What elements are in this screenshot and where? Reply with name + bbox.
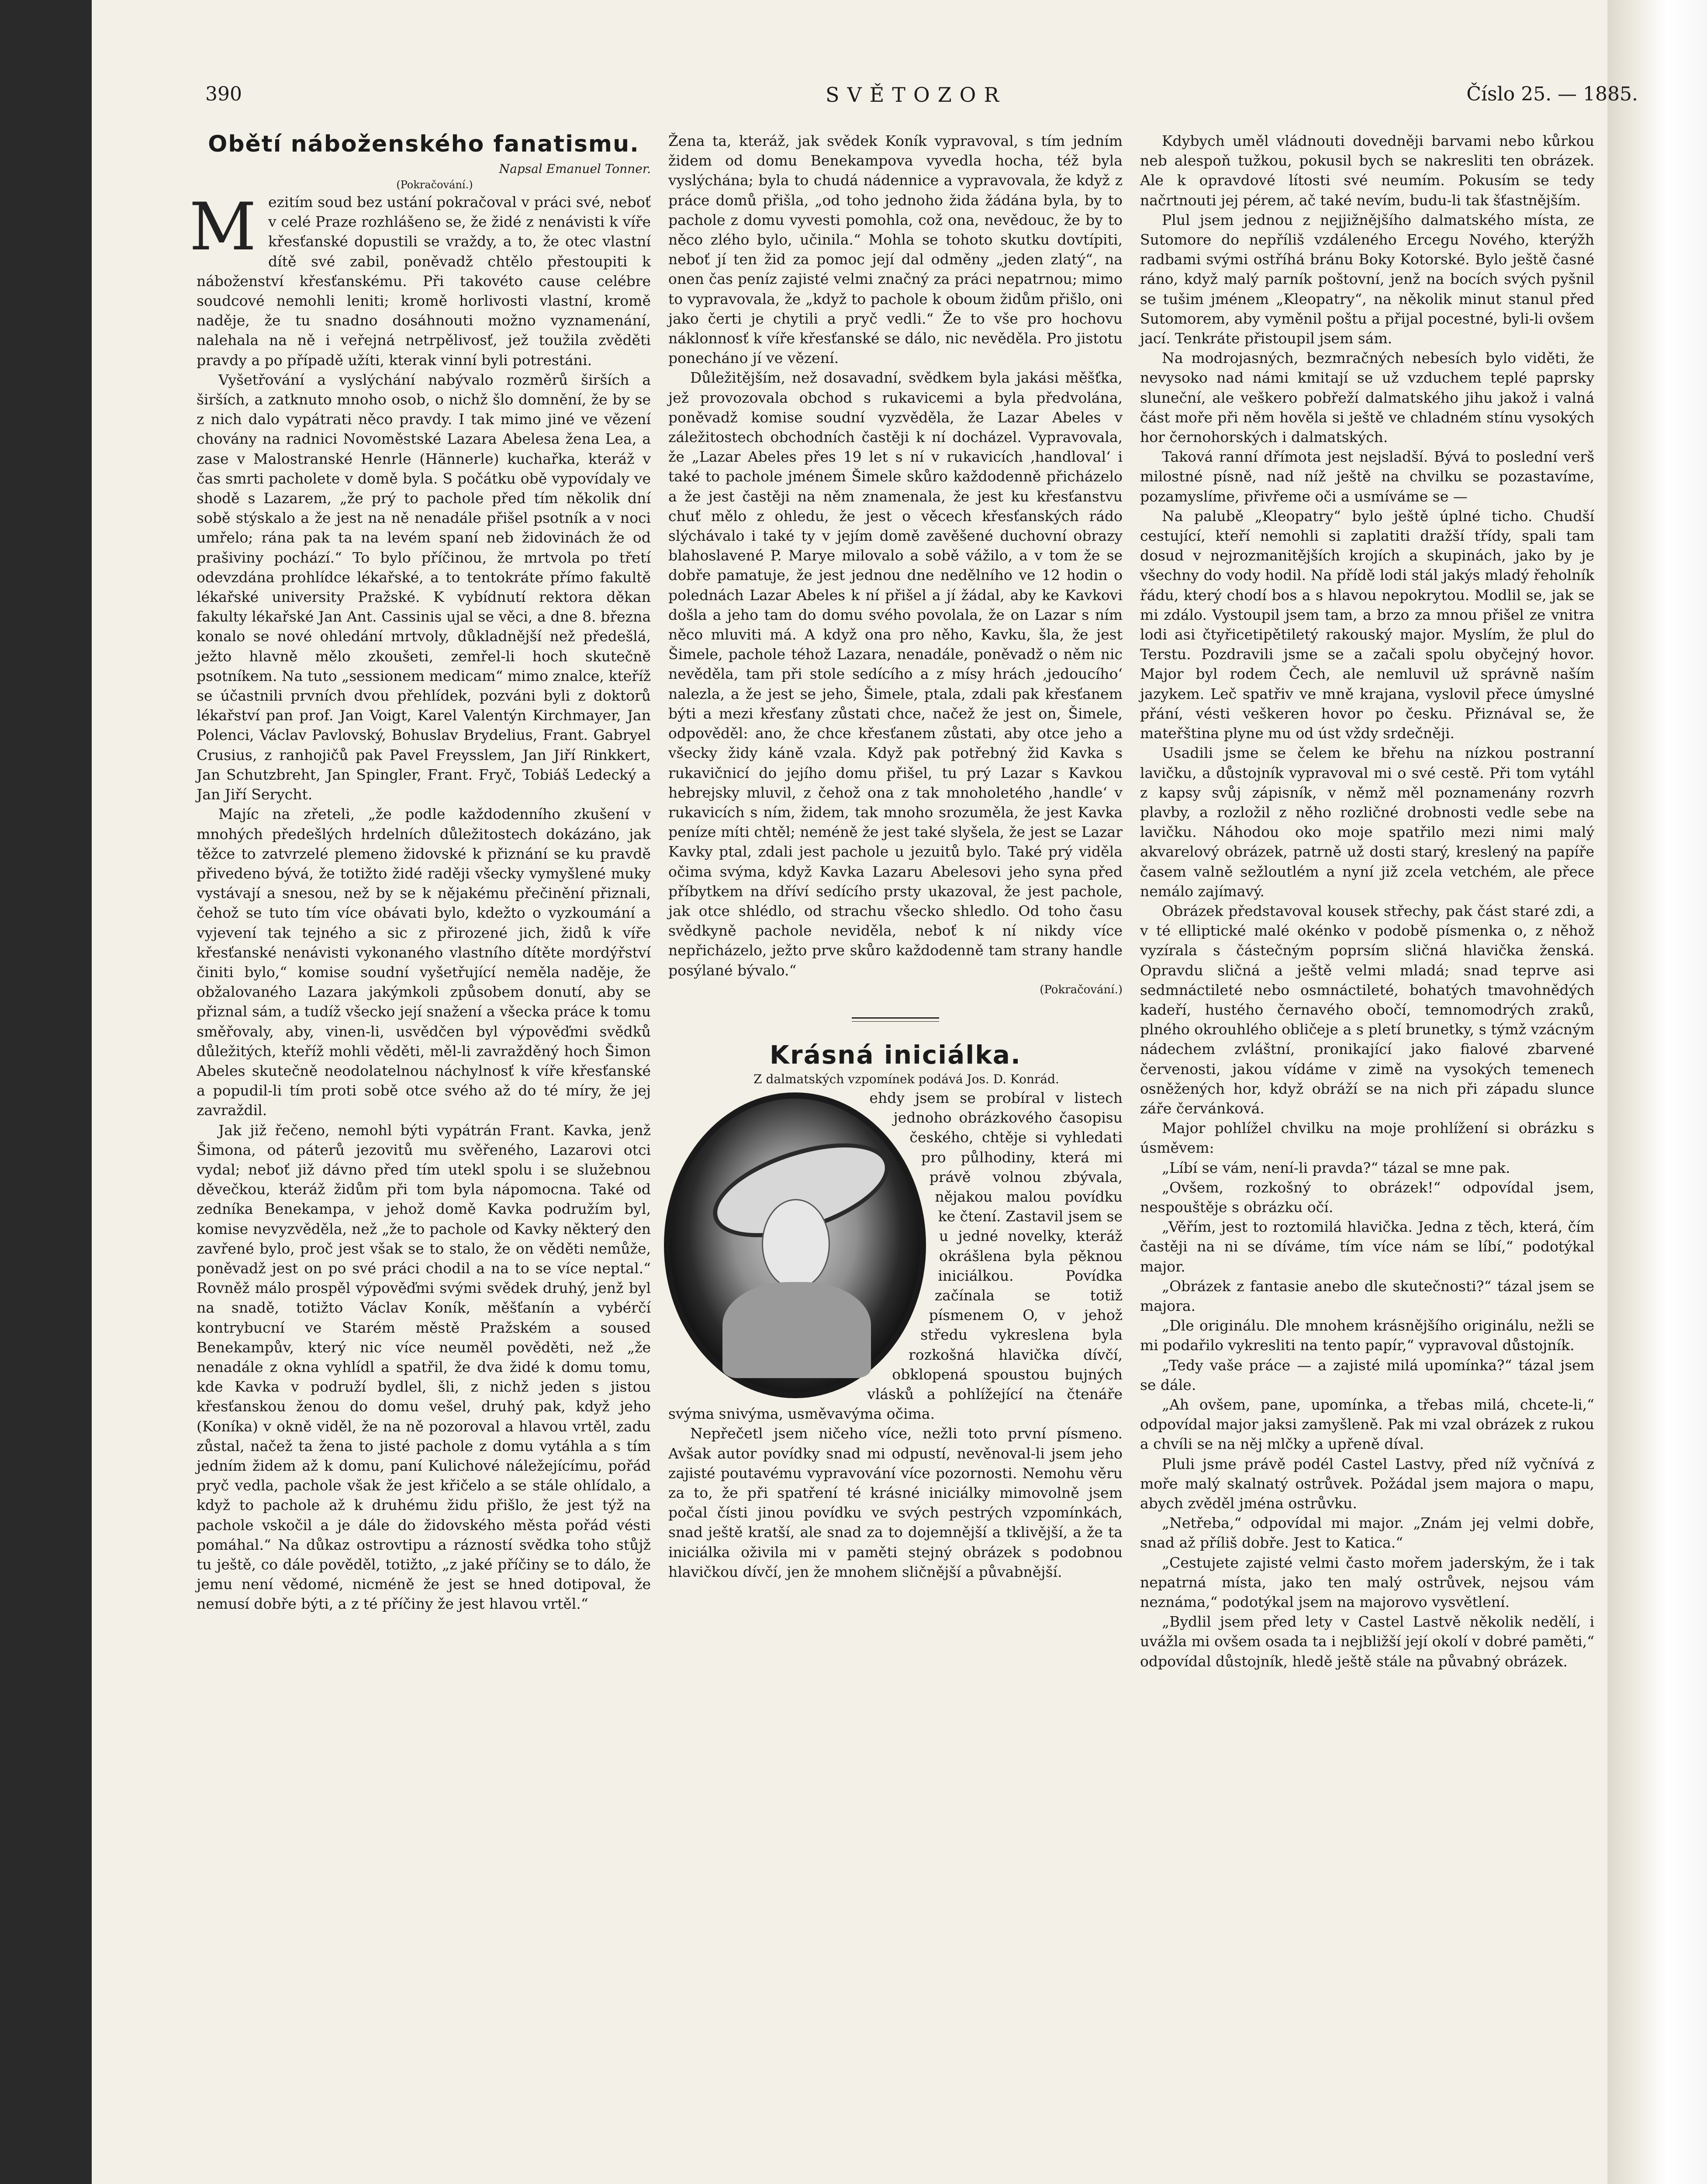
- paragraph: Plul jsem jednou z nejjižnějšího dalmatského místa, ze Sutomore do nepříliš vzdáleného Ercegu Nového, kterýžh radbami svými ostříhá bránu Boky Kotorské. Bylo ještě časné ráno, když malý parník poštovní, jenž na bocích svých pyšnil se tušim jménem „Kleopatry“, na několik minut stanul před Sutomorem, aby vyměnil poštu a přijal pocestné, byli-li ovšem jací. Tenkráte přistoupil jsem sám.: [1140, 211, 1594, 347]
- ornamental-initial: M: [189, 189, 256, 265]
- shoulder-shape: [722, 1282, 871, 1378]
- section-divider: [852, 1017, 939, 1022]
- masthead: SVĚTOZOR: [826, 83, 1007, 107]
- paragraph: Pluli jsme právě podél Castel Lastvy, před níž vyčnívá z moře malý skalnatý ostrůvek. Požádal jsem majora o mapu, abych zvěděl jména ostrůvku.: [1140, 1455, 1594, 1512]
- paragraph: „Netřeba,“ odpovídal mi major. „Znám jej velmi dobře, snad až příliš dobře. Jest to Katica.“: [1140, 1514, 1594, 1552]
- paragraph: ehdy jsem se probíral v listech jednoho obrázkového časopisu českého, chtěje si vyhledati pro půlhodiny, která mi právě volnou zbývala, nějakou malou povídku ke čtení. Zastavil jsem se u jedné novelky, kteráž okrášlena byla pěknou iniciálkou. Povídka začínala se totiž písmenem O, v jehož středu vykreslena byla rozkošná hlavička dívčí, obklopená spoustou bujných vlásků a pohlížející na čtenáře svýma snivýma, usměvavýma očima.: [668, 1089, 1123, 1423]
- issue-number: Číslo 25. — 1885.: [1466, 83, 1638, 105]
- face-shape: [762, 1199, 830, 1289]
- paragraph: „Líbí se vám, není-li pravda?“ tázal se mne pak.: [1162, 1159, 1510, 1176]
- page-header: [205, 83, 1647, 114]
- paragraph: ezitím soud bez ustání pokračoval v práci své, neboť v celé Praze rozhlášeno se, že židé z nenávisti k víře křesťanské dopustili se vraždy, a to, že otec vlastní dítě své zabil, poněvadž chtělo přestoupiti k náboženství křesťanskému. Při takovéto cause celébre soudcové nemohli leniti; kromě horlivosti vlastní, kromě naděje, že tu snadno dosáhnouti možno vyznamenání, nalehala na ně i veřejná netrpělivosť, jež toužila zvěděti pravdy a po případě užíti, kterak vinní byli potrestáni.: [197, 194, 651, 369]
- paragraph: Důležitějším, než dosavadní, svědkem byla jakási měšťka, jež provozovala obchod s rukavicemi a byla předvolána, poněvadž komise soudní vyzvěděla, že Lazar Abeles v záležitostech obchodních častěji k ní docházel. Vypravovala, že „Lazar Abeles přes 19 let s ní v rukavicích ‚handloval‘ i také to pachole jménem Šimele skůro každodenně přicházelo a že jest častěji na něm znamenala, že jest ku křesťanstvu chuť mělo z ohledu, že jest o věcech křesťanských rádo slýchávalo i také ty v jejím domě zavěšené duchovní obrazy blahoslavené P. Marye milovalo a sobě vážilo, a v tom že se dobře pamatuje, že jest jednou dne nedělního ve 12 hodin o polednách Lazar Abeles k ní přišel a jí žádal, aby ke Kavkovi došla a jeho tam do domu svého povolala, že on Lazar s ním něco mluviti má. A když ona pro něho, Kavku, šla, že jest Šimele, pachole téhož Lazara, nenadále, poněvadž o něm nic nevěděla, tam při stole sedícího a z mísy hrách ‚jedoucího‘ nalezla, a že jest se jeho, Šimele, ptala, zdali pak křesťanem býti a mezi křesťany zůstati chce, načež že jest on, Šimele, odpověděl: ano, že chce křesťanem zůstati, aby otce jeho a všecky židy káně vzala. Když pak potřebný žid Kavka s rukavičnicí do jejího domu přišel, tu prý Lazar s Kavkou hebrejsky mluvil, z čehož ona z tak mnoholetého ‚handle‘ v rukavicích s ním, židem, tak mnoho srozuměla, že jest Kavka peníze míti chtěl; neméně že jest také slyšela, že jest se Lazar Kavky ptal, zdali jest pachole u jezuitů bylo. Také prý viděla očima svýma, když Kavka Lazaru Abelesovi jeho syna před příbytkem na dříví sedícího prsty ukazoval, že jest pachole, jak otce shlédlo, od strachu všecko shledlo. Od toho času svědkyně pachole neviděla, neboť k ní nikdy více nepřicházelo, ježto prve skůro každodenně tam strany handle posýlané bývalo.“: [668, 369, 1123, 979]
- paragraph: „Dle originálu. Dle mnohem krásnějšího originálu, nežli se mi podařilo vykresliti na tento papír,“ vypravoval důstojník.: [1140, 1317, 1594, 1354]
- paragraph: Na palubě „Kleopatry“ bylo ještě úplné ticho. Chudší cestující, kteří nemohli si zaplatiti dražší třídy, spali tam dosud v nejrozmanitějších krojích a skupinách, jako by je všechny do vody hodil. Na přídě lodi stál jakýs mladý řeholník řádu, který chodí bos a s hlavou nepokrytou. Modlil se, jak se mi zdálo. Vystoupil jsem tam, a brzo za mnou přišel ze vnitra lodi asi čtyřicetipětiletý rakouský major. Myslím, že plul do Terstu. Pozdravili jsme se a začali spolu obyčejný hovor. Major byl rodem Čech, ale nemluvil už správně naším jazykem. Leč spatřiv ve mně krajana, vyslovil přece úmyslné přání, vésti veškeren hovor po česku. Přiznával se, že mateřština plyne mu od úst vždy srdečněji.: [1140, 507, 1594, 742]
- page-number: 390: [205, 83, 242, 105]
- paragraph: Major pohlížel chvilku na moje prohlížení si obrázku s úsměvem:: [1140, 1120, 1594, 1157]
- column-2: [668, 131, 1123, 1582]
- paragraph: Na modrojasných, bezmračných nebesích bylo viděti, že nevysoko nad námi kmitají se už vzduchem teplé paprsky sluneční, ale veškero pobřeží dalmatského jihu jakož i valná část moře při něm hověla si ještě ve chladném stínu vysokých hor černohorských i dalmatských.: [1140, 349, 1594, 446]
- paragraph: Kdybych uměl vládnouti dovedněji barvami nebo kůrkou neb alespoň tužkou, pokusil bych se nakresliti ten obrázek. Ale k opravdové lítosti své neumím. Pokusím se tedy načrtnouti jej pérem, ač také nevím, budu-li tak šťastnějším.: [1140, 132, 1594, 209]
- paragraph: „Obrázek z fantasie anebo dle skutečnosti?“ tázal jsem se majora.: [1140, 1277, 1594, 1314]
- paragraph: Usadili jsme se čelem ke břehu na nízkou postranní lavičku, a důstojník vypravoval mi o své cestě. Při tom vytáhl z kapsy svůj zápisník, v němž měl poznamenány rozvrh plavby, a rozložil z něho rozličné drobnosti vedle sebe na lavičku. Náhodou oko moje spatřilo mezi nimi malý akvarelový obrázek, patrně už dosti starý, kreslený na papíře časem valně sežloutlém a nyní již zcela vetchém, ale přece nemálo zajímavý.: [1140, 744, 1594, 900]
- article-byline: Napsal Emanuel Tonner.: [499, 162, 651, 176]
- paragraph: „Cestujete zajisté velmi často mořem jaderským, že i tak nepatrná místa, jako ten malý ostrůvek, nejsou vám neznáma,“ podotýkal jsem na majorovo vysvětlení.: [1140, 1554, 1594, 1611]
- paragraph: Taková ranní dřímota jest nejsladší. Bývá to poslední verš milostné písně, nad níž ještě na chvilku se pozastavíme, pozamyslíme, přivřeme oči a usmíváme se —: [1140, 448, 1594, 505]
- article-title: Obětí náboženského fanatismu.: [208, 131, 639, 157]
- paragraph: „Bydlil jsem před lety v Castel Lastvě několik nedělí, i uvážla mi ovšem osada ta i nejbližší její okolí v dobré paměti,“ odpovídal důstojník, hledě ještě stále na půvabný obrázek.: [1140, 1613, 1594, 1670]
- paragraph: „Ah ovšem, pane, upomínka, a třebas milá, chcete-li,“ odpovídal major jaksi zamyšleně. Pak mi vzal obrázek z rukou a chvíli se na něj mlčky a upřeně díval.: [1140, 1396, 1594, 1453]
- paragraph: „Tedy vaše práce — a zajisté milá upomínka?“ tázal jsem se dále.: [1140, 1356, 1594, 1393]
- paragraph: Vyšetřování a vyslýchání nabývalo rozměrů širších a širších, a zatknuto mnoho osob, o nichž šlo domnění, že by se z nich dalo vypátrati něco pravdy. I tak mimo jiné ve vězení chovány na radnici Novoměstské Lazara Abelesa žena Lea, a zase v Malostranské Henrle (Hännerle) kuchařka, kteráž v čas smrti pacholete v domě byla. S počátku obě vypovídaly ve shodě s Lazarem, „že prý to pachole před tím několik dní sobě stýskalo a že jest na ně nenadále přišel psotník a v noci umřelo; rána pak ta na levém spaní neb židovinách že od prašiviny pochází.“ To bylo příčinou, že mrtvola po třetí odevzdána prohlídce lékařské, a to tentokráte přímo fakultě lékařské university Pražské. K vybídnutí rektora děkan fakulty lékařské Jan Ant. Cassinis ujal se věci, a dne 8. března konalo se nové ohledání mrtvoly, důkladnější než předešlá, ježto hlavně mělo zkoušeti, zemřel-li hoch skutečně psotníkem. Na tuto „sessionem medicam“ mimo znalce, kteříž se účastnili prvních dvou přehlídek, pozváni byli z doktorů lékařství pan prof. Jan Voigt, Karel Valentýn Kirchmayer, Jan Polenci, Václav Pavlovský, Bohuslav Brydelius, Frant. Gabryel Crusius, z ranhojičů pak Pavel Freysslem, Jan Jiří Rinkkert, Jan Schutzbreht, Jan Spingler, Frant. Fryč, Tobiáš Ledecký a Jan Jiří Serycht.: [197, 371, 651, 803]
- column-3: [1140, 131, 1594, 1671]
- paragraph: Obrázek představoval kousek střechy, pak část staré zdi, a v té elliptické malé okénko v podobě písmenka o, z něhož vyzírala s částečným poprsím sličná hlavička ženská. Opravdu sličná a ještě velmi mladá; snad teprve asi sedmnáctileté nebo osmnáctileté, bohatých tmavohnědých kadeří, hustého černavého obočí, temnomodrých zraků, plného okrouhlého obličeje a s pletí brunetky, s týmž vzácným nádechem zvláštní, pronikající jako fialové zbarvené červenosti, jakou vídáme v zimě na vysokých temenech osněžených hor, když obráží se na nich při západu slunce záře červánková.: [1140, 902, 1594, 1117]
- paragraph: Nepřečetl jsem ničeho více, nežli toto první písmeno. Avšak autor povídky snad mi odpustí, nevěnoval-li jsem jeho zajisté poutavému vypravování více pozornosti. Nemohu věru za to, že při spatření té krásné iniciálky mimovolně jsem počal čísti jinou povídku ve svých pestrých vzpomínkách, snad ještě kratší, ale snad za to dojemnější a tklivější, a že ta iniciálka oživila mi v paměti stejný obrázek s podobnou hlavičkou dívčí, jen že mnohem sličnější a půvabnější.: [668, 1425, 1123, 1580]
- page-binding-edge: [1607, 0, 1707, 2184]
- continuation-note: (Pokračování.): [396, 179, 473, 191]
- paragraph: „Ovšem, rozkošný to obrázek!“ odpovídal jsem, nespouštěje s obrázku očí.: [1140, 1178, 1594, 1216]
- paragraph: Jak již řečeno, nemohl býti vypátrán Frant. Kavka, jenž Šimona, od páterů jezovitů mu svěřeného, Lazarovi otci vydal; neboť již dávno před tím utekl spolu i se služebnou děvečkou, kteráž židům při tom byla nápomocna. Také od zedníka Benekampa, v jehož domě Kavka podružím byl, komise nevyzvěděla, než „že to pachole od Kavky některý den zavřené bylo, proč jest však se to stalo, že on věděti nemůže, poněvadž jest on po své práci chodil a na to se více neptal.“ Rovněž málo prospěl výpověďmi svými svědek druhý, jenž byl na snadě, totižto Václav Koník, měšťanín a vybérčí kontrybucní ve Starém městě Pražském a soused Benekampův, který nic více neuměl pověděti, než „že nenadále z okna vyhlídl a spatřil, že dva židé k domu tomu, kde Kavka v podruží bydlel, šli, z nichž jeden s jistou křesťanskou ženou do domu vešel, druhý pak, když jeho (Koníka) v okně viděl, že na ně pozoroval a hlavou vrtěl, zadu zůstal, načež ta žena to jisté pachole z domu vytáhla a s tím jedním židem až k domu, paní Kulichové náležejícímu, pořád pryč vedla, pachole však že jest křičelo a se stále ohlídalo, a když to pachole až k druhému židu přišlo, že jest týž na pachole vskočil a je dále do židovského města pořád vésti pomáhal.“ Na důkaz ostrovtipu a rázností svědka toho stůjž tu ještě, co dále pověděl, totižto, „z jaké příčiny se to dálo, že jemu není vědomé, nicméně že jest se hned dotipoval, že nemusí dobře býti, a z té příčiny že jest hlavou vrtěl.“: [197, 1121, 651, 1613]
- article-subtitle-2: Z dalmatských vzpomínek podává Jos. D. Konrád.: [753, 1071, 1059, 1086]
- article-title-2: Krásná iniciálka.: [770, 1040, 1021, 1070]
- paragraph: Majíc na zřeteli, „že podle každodenního zkušení v mnohých předešlých hrdelních důležitostech dokázáno, jak těžce to zatvrzelé plemeno židovské k přiznání se ku pravdě přivedeno bývá, že totižto židé raději všecky vymyšlené muky vystávají a snesou, než by se k nějakému přečinění přiznali, čehož se tuto tím více obávati bylo, kdežto o vyzkoumání a vyjevení tak tejného a sic z přirozené jich, židů k víře křesťanské nenávisti vykonaného vlastního dítěte mordýřství činiti bylo,“ komise soudní vyšetřující neměla naděje, že obžalovaného Lazara jakýmkoli způsobem donutí, aby se přiznal sám, a tudíž všecko její snažení a všecka práce k tomu směřovaly, aby, vinen-li, usvědčen byl výpověďmi svědků důležitých, kteříž mohli věděti, měl-li zavražděný hoch Šimon Abeles skutečně neodolatelnou náchylnosť k víře křesťanské a popudil-li tím proti sobě otce svého až do té míry, že jej zavraždil.: [197, 805, 651, 1119]
- paragraph: Žena ta, kteráž, jak svědek Koník vypravoval, s tím jedním židem od domu Benekampova vyvedla hocha, též byla vyslýchána; byla to chudá nádennice a vypravovala, že když z práce domů přišla, „od toho jednoho žida žádána byla, by to pachole z domu vyvesti pomohla, což ona, nevědouc, že by to něco zlého bylo, učinila.“ Mohla se tohoto skutku dovtípiti, neboť jí ten žid za pomoc její dal odměny „jeden zlatý“, na onen čas peníz zajisté velmi značný za práci nepatrnou; mimo to vypravovala, že „když to pachole k oboum židům přišlo, oni jako čerti je chytili a pryč vedli.“ Že to vše pro hochovu náklonnosť k víře křesťanské se dálo, nic nevěděla. Pro jistotu ponecháno jí ve vězení.: [668, 132, 1123, 367]
- portrait-illustration: [664, 1092, 926, 1398]
- continuation-note: (Pokračování.): [1040, 983, 1123, 996]
- column-1: [189, 131, 651, 1614]
- paragraph: „Věřím, jest to roztomilá hlavička. Jedna z těch, která, čím častěji na ni se díváme, tím více nám se líbí,“ podotýkal major.: [1140, 1218, 1594, 1275]
